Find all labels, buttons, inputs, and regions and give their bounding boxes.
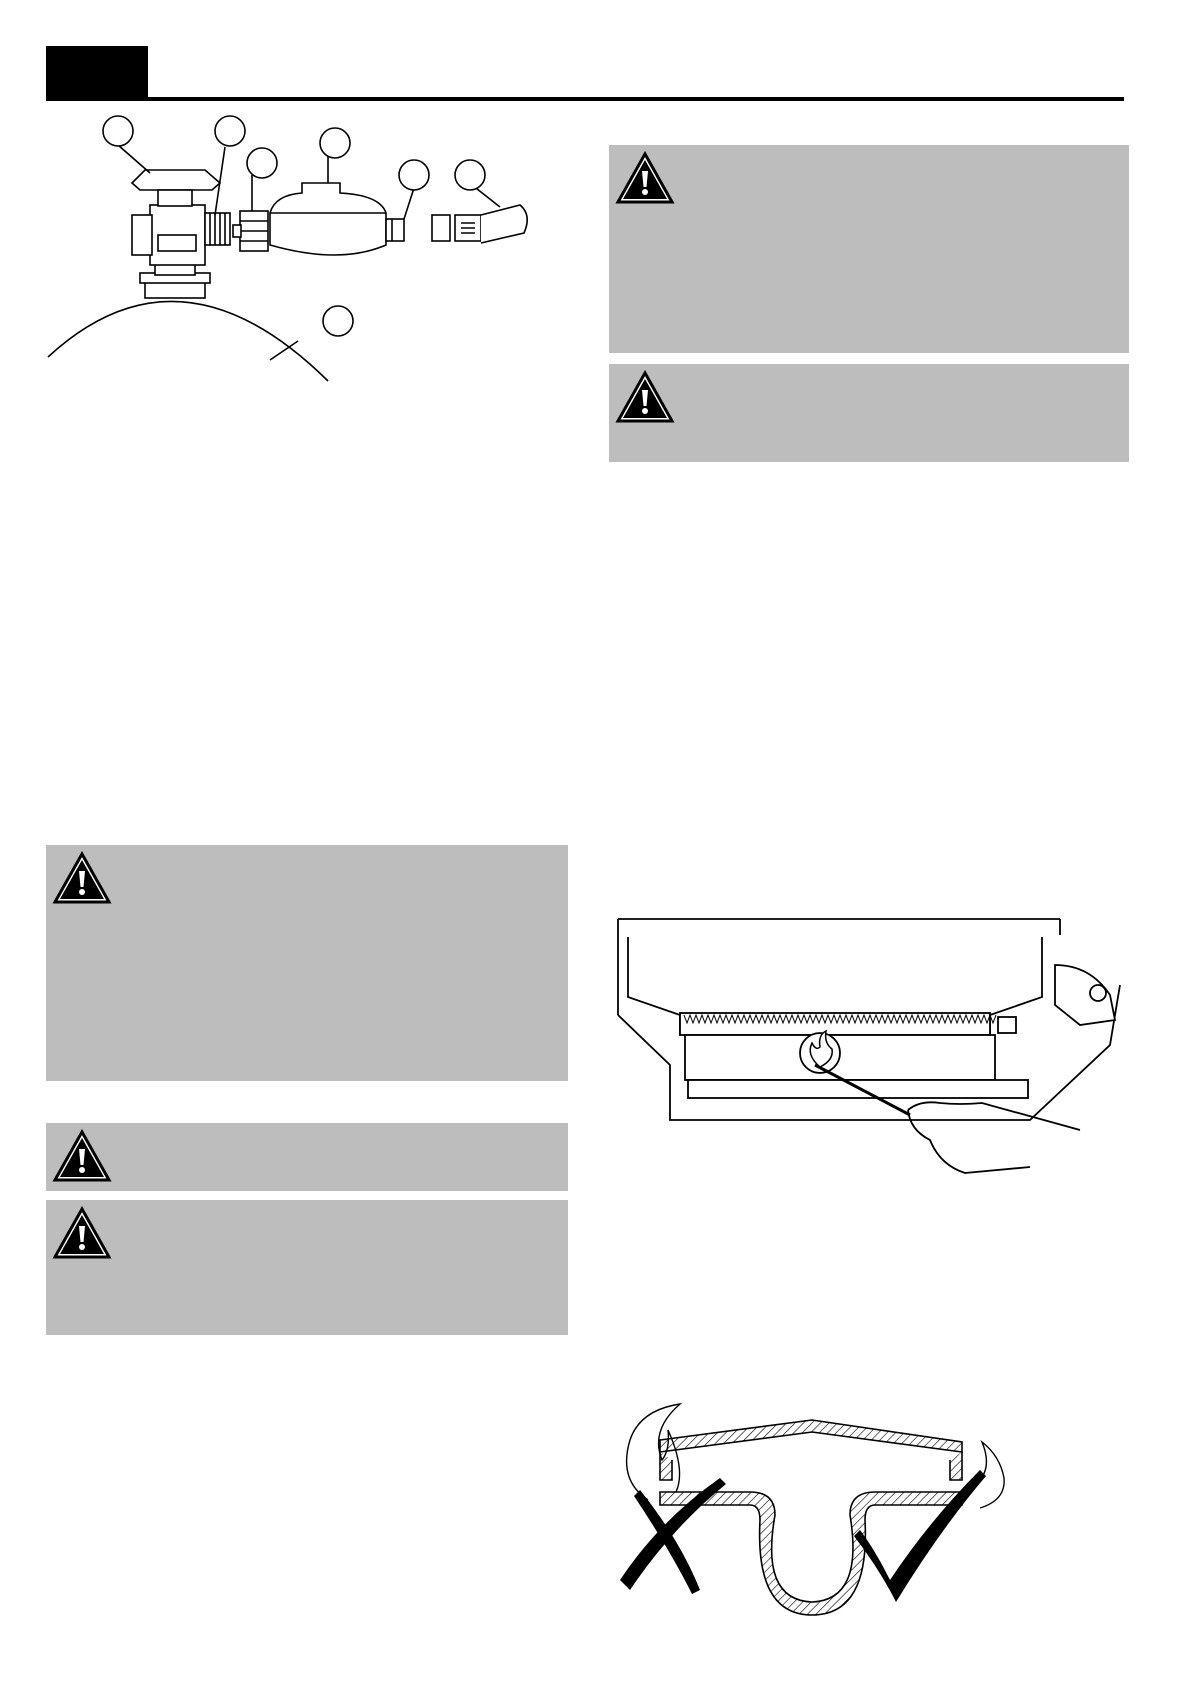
warning-triangle-icon	[52, 1206, 112, 1260]
regulator-assembly-figure	[40, 115, 600, 390]
callout-4	[320, 128, 350, 158]
warning-box-1	[609, 145, 1129, 353]
callout-3	[247, 148, 277, 178]
callout-6	[455, 160, 485, 190]
flame-correct-incorrect-figure	[600, 1380, 1020, 1620]
warning-box-3	[46, 845, 568, 1081]
header-tab	[46, 46, 148, 100]
warning-box-5	[46, 1200, 568, 1335]
callout-1	[103, 116, 133, 146]
handwheel	[132, 170, 220, 190]
warning-triangle-icon	[615, 151, 675, 205]
callout-7	[323, 306, 353, 336]
warning-triangle-icon	[52, 851, 112, 905]
header-rule	[46, 97, 1124, 101]
flame-correct-incorrect-diagram	[600, 1380, 1020, 1620]
burner-cap	[660, 1420, 962, 1452]
callout-2	[215, 116, 245, 146]
hose	[481, 205, 527, 243]
correct-check-icon	[854, 1470, 986, 1602]
burner-lighting-figure	[610, 905, 1130, 1205]
warning-triangle-icon	[52, 1129, 112, 1183]
gas-cylinder-regulator-diagram	[40, 115, 600, 390]
warning-triangle-icon	[615, 370, 675, 424]
callout-5	[399, 160, 429, 190]
warning-box-2	[609, 364, 1129, 462]
burner-match-lighting-diagram	[610, 905, 1130, 1205]
warning-box-4	[46, 1123, 568, 1191]
regulator	[270, 183, 386, 255]
cylinder-outline	[48, 301, 328, 381]
